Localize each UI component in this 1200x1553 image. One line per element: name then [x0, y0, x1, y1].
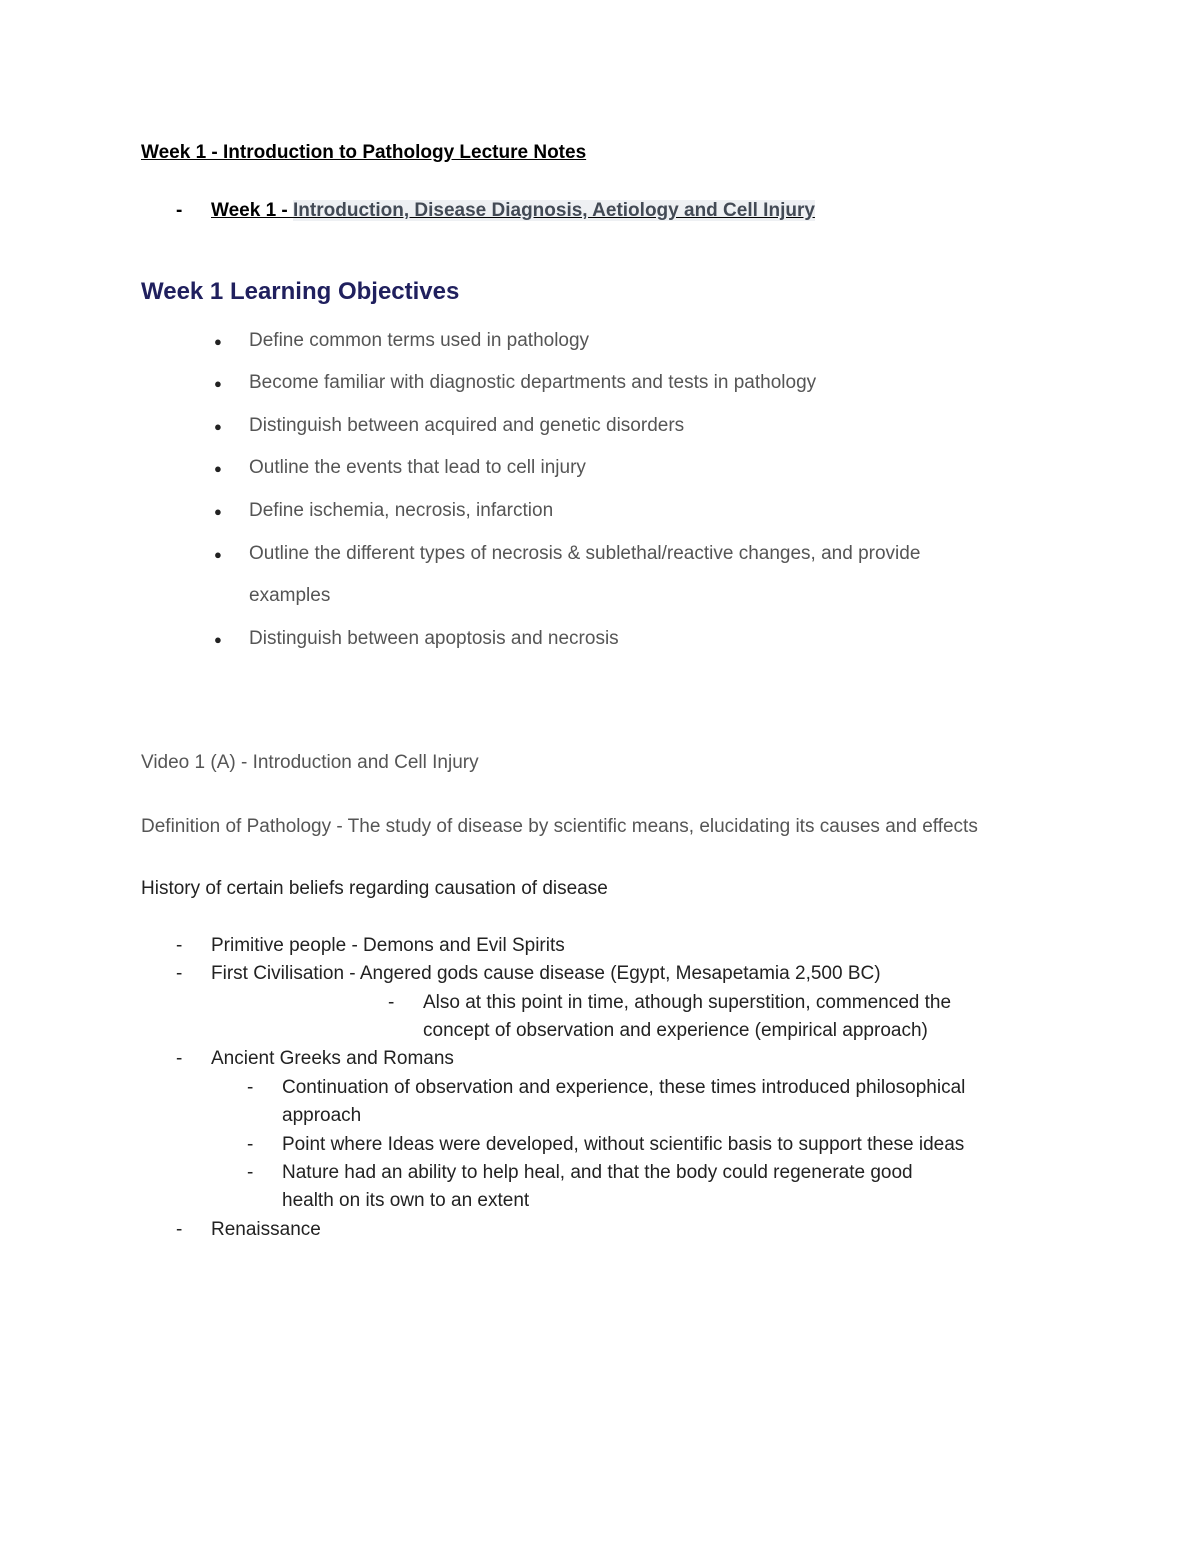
link-dash: -: [176, 200, 183, 221]
dash-marker: -: [176, 1219, 183, 1240]
objective-item: Outline the different types of necrosis & sublethal/reactive changes, and provide: [249, 543, 921, 564]
lecture-link-subject: Introduction, Disease Diagnosis, Aetiology and Cell Injury: [293, 200, 815, 221]
dash-marker: -: [388, 992, 395, 1013]
history-subitem-continuation: health on its own to an extent: [282, 1190, 530, 1211]
history-subitem-continuation: approach: [282, 1105, 362, 1126]
bullet-icon: ●: [214, 632, 222, 647]
objective-item: Distinguish between apoptosis and necrosis: [249, 628, 619, 649]
history-subitem: Point where Ideas were developed, without scientific basis to support these ideas: [282, 1134, 965, 1155]
lecture-link-prefix: Week 1 -: [211, 200, 294, 221]
bullet-icon: ●: [214, 376, 222, 391]
dash-marker: -: [247, 1134, 254, 1155]
history-item: Ancient Greeks and Romans: [211, 1048, 454, 1069]
history-subitem: Also at this point in time, athough superstition, commenced the: [423, 992, 952, 1013]
objective-item: Distinguish between acquired and genetic disorders: [249, 415, 685, 436]
bullet-icon: ●: [214, 461, 222, 476]
history-item: Primitive people - Demons and Evil Spirits: [211, 935, 565, 956]
objective-item-continuation: examples: [249, 585, 331, 606]
objective-item: Define common terms used in pathology: [249, 330, 590, 351]
bullet-icon: ●: [214, 334, 222, 349]
bullet-icon: ●: [214, 504, 222, 519]
page-title: Week 1 - Introduction to Pathology Lecture Notes: [141, 142, 587, 163]
history-heading: History of certain beliefs regarding causation of disease: [141, 878, 608, 899]
history-subitem-continuation: concept of observation and experience (empirical approach): [423, 1020, 928, 1041]
history-item: Renaissance: [211, 1219, 321, 1240]
video-title: Video 1 (A) - Introduction and Cell Injury: [141, 752, 479, 773]
objective-item: Define ischemia, necrosis, infarction: [249, 500, 554, 521]
dash-marker: -: [247, 1162, 254, 1183]
dash-marker: -: [176, 963, 183, 984]
objectives-heading: Week 1 Learning Objectives: [141, 278, 460, 305]
bullet-icon: ●: [214, 547, 222, 562]
bullet-icon: ●: [214, 419, 222, 434]
history-subitem: Continuation of observation and experience, these times introduced philosophical: [282, 1077, 966, 1098]
history-item: First Civilisation - Angered gods cause disease (Egypt, Mesapetamia 2,500 BC): [211, 963, 881, 984]
history-subitem: Nature had an ability to help heal, and that the body could regenerate good: [282, 1162, 913, 1183]
dash-marker: -: [176, 1048, 183, 1069]
dash-marker: -: [176, 935, 183, 956]
pathology-definition: Definition of Pathology - The study of disease by scientific means, elucidating its causes and effects: [141, 816, 978, 837]
dash-marker: -: [247, 1077, 254, 1098]
objective-item: Outline the events that lead to cell injury: [249, 457, 586, 478]
objective-item: Become familiar with diagnostic departments and tests in pathology: [249, 372, 817, 393]
lecture-link[interactable]: [211, 200, 815, 222]
